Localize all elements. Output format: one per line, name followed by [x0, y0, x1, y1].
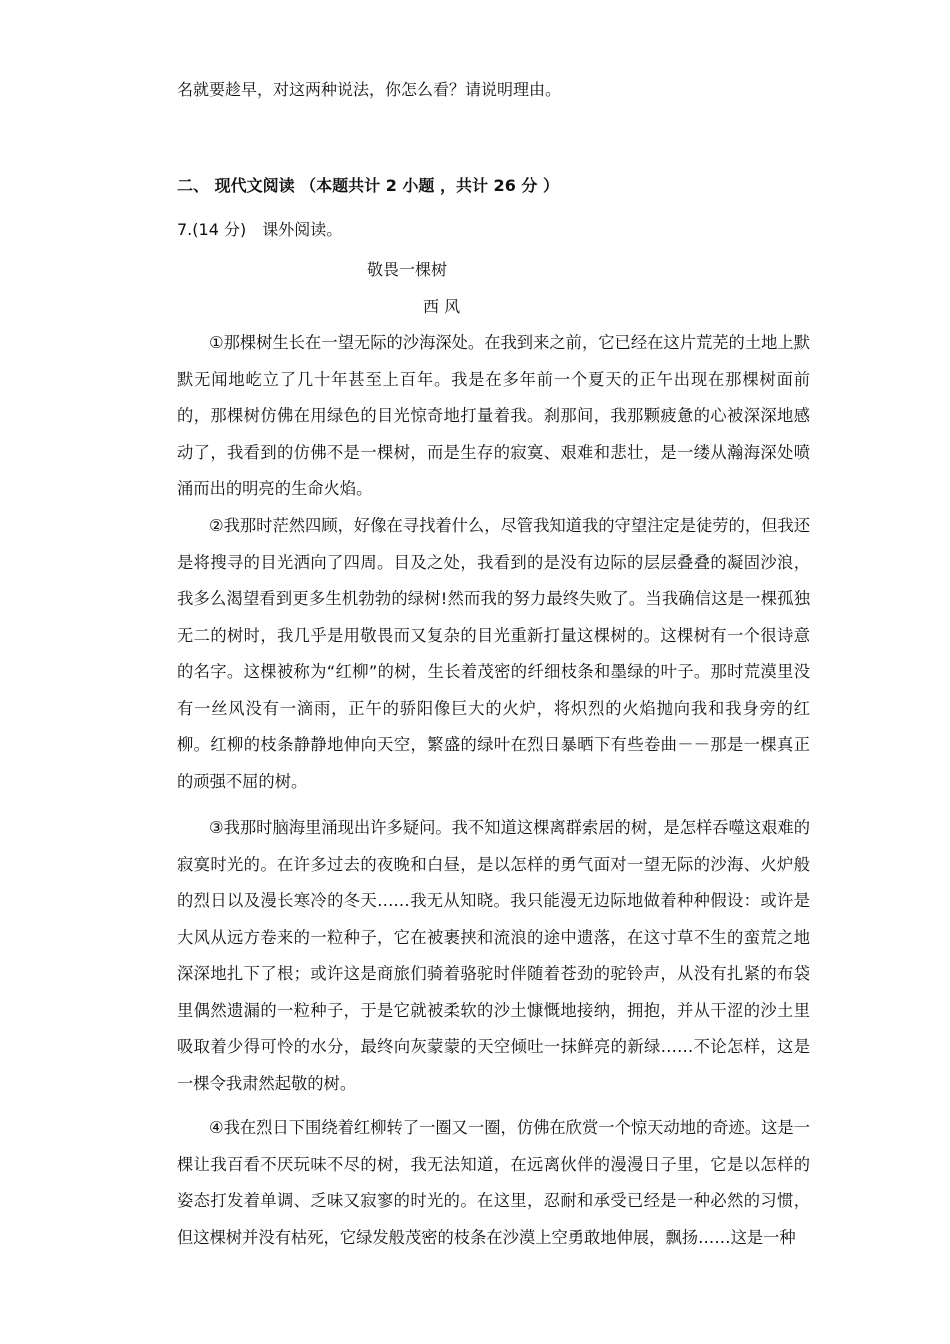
- article-paragraph-1: ①那棵树生长在一望无际的沙海深处。在我到来之前，它已经在这片荒芜的土地上默默无闻地屹立了几十年甚至上百年。我是在多年前一个夏天的正午出现在那棵树面前的，那棵树仿佛在用绿色的目光惊奇地打量着我。刹那间，我那颗疲惫的心被深深地感动了，我看到的仿佛不是一棵树，而是生存的寂寞、艰难和悲壮，是一缕从瀚海深处喷涌而出的明亮的生命火焰。: [177, 333, 810, 498]
- article-author: 西 风: [423, 297, 461, 316]
- previous-question-tail: 名就要趁早，对这两种说法，你怎么看？请说明理由。: [177, 80, 562, 99]
- article-paragraph-4: ④我在烈日下围绕着红柳转了一圈又一圈，仿佛在欣赏一个惊天动地的奇迹。这是一棵让我百看不厌玩味不尽的树，我无法知道，在远离伙伴的漫漫日子里，它是以怎样的姿态打发着单调、乏味又寂寥的时光的。在这里，忍耐和承受已经是一种必然的习惯，但这棵树并没有枯死，它绿发般茂密的枝条在沙漠上空勇敢地伸展，飘扬……这是一种: [177, 1118, 810, 1247]
- section-heading: 二、 现代文阅读 （本题共计 2 小题 ，共计 26 分 ）: [177, 176, 559, 195]
- article-paragraph-3: ③我那时脑海里涌现出许多疑问。我不知道这棵离群索居的树，是怎样吞噬这艰难的寂寞时光的。在许多过去的夜晚和白昼，是以怎样的勇气面对一望无际的沙海、火炉般的烈日以及漫长寒冷的冬天……我无从知晓。我只能漫无边际地做着种种假设：或许是大风从远方卷来的一粒种子，它在被裹挟和流浪的途中遗落，在这寸草不生的蛮荒之地深深地扎下了根；或许这是商旅们骑着骆驼时伴随着苍劲的驼铃声，从没有扎紧的布袋里偶然遗漏的一粒种子，于是它就被柔软的沙土慷慨地接纳，拥抱，并从干涩的沙土里吸取着少得可怜的水分，最终向灰蒙蒙的天空倾吐一抹鲜亮的新绿……不论怎样，这是一棵令我肃然起敬的树。: [177, 818, 810, 1093]
- article-title: 敬畏一棵树: [367, 260, 448, 279]
- article-paragraph-2: ②我那时茫然四顾，好像在寻找着什么，尽管我知道我的守望注定是徒劳的，但我还是将搜寻的目光洒向了四周。目及之处，我看到的是没有边际的层层叠叠的凝固沙浪，我多么渴望看到更多生机勃勃的绿树!然而我的努力最终失败了。当我确信这是一棵孤独无二的树时，我几乎是用敬畏而又复杂的目光重新打量这棵树的。这棵树有一个很诗意的名字。这棵被称为“红柳”的树，生长着茂密的纤细枝条和墨绿的叶子。那时荒漠里没有一丝风没有一滴雨，正午的骄阳像巨大的火炉，将炽烈的火焰抛向我和我身旁的红柳。红柳的枝条静静地伸向天空，繁盛的绿叶在烈日暴晒下有些卷曲－－那是一棵真正的顽强不屈的树。: [177, 516, 810, 791]
- question-label: 7.(14 分) 课外阅读。: [177, 220, 343, 239]
